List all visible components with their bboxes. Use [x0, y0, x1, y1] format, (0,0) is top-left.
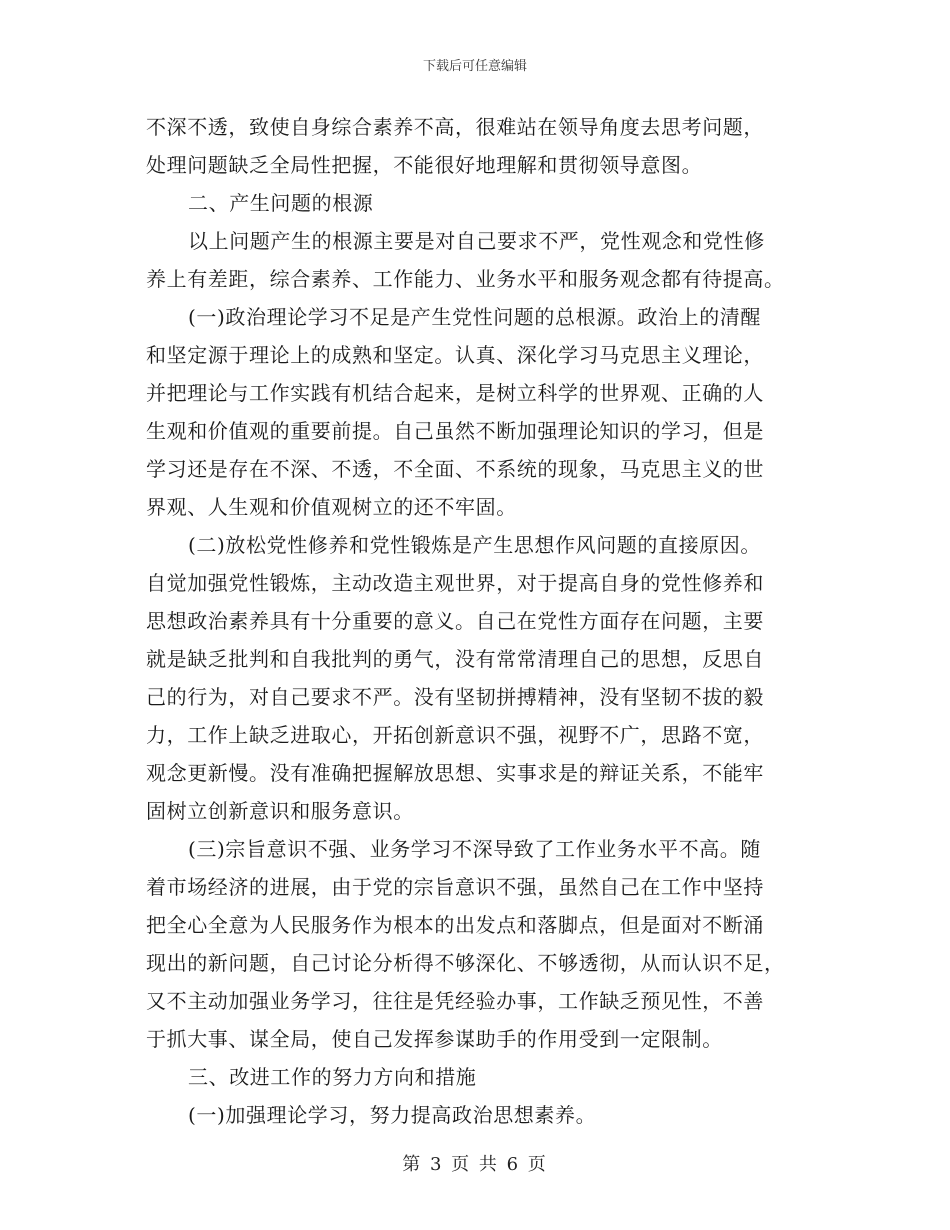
page-header: 下载后可任意编辑 [422, 59, 527, 74]
text-line: 观念更新慢。没有准确把握解放思想、实事求是的辩证关系，不能牢 [146, 761, 764, 785]
text-line: 以上问题产生的根源主要是对自己要求不严，党性观念和党性修 [188, 229, 765, 253]
text-line: 自觉加强党性锻炼，主动改造主观世界，对于提高自身的党性修养和 [146, 571, 764, 595]
text-line: 处理问题缺乏全局性把握，不能很好地理解和贯彻领导意图。 [146, 153, 703, 177]
text-line: 于抓大事、谋全局，使自己发挥参谋助手的作用受到一定限制。 [146, 1027, 723, 1051]
text-line: 三、改进工作的努力方向和措施 [188, 1065, 477, 1089]
text-line: 着市场经济的进展，由于党的宗旨意识不强，虽然自己在工作中坚持 [146, 875, 764, 899]
text-line: 己的行为，对自己要求不严。没有坚韧拼搏精神，没有坚韧不拔的毅 [146, 685, 764, 709]
text-line: 就是缺乏批判和自我批判的勇气，没有常常清理自己的思想，反思自 [146, 647, 764, 671]
text-line: 生观和价值观的重要前提。自己虽然不断加强理论知识的学习，但是 [146, 419, 764, 443]
text-line: 把全心全意为人民服务作为根本的出发点和落脚点，但是面对不断涌 [146, 913, 764, 937]
text-line: 又不主动加强业务学习，往往是凭经验办事，工作缺乏预见性，不善 [146, 989, 764, 1013]
text-line: (三)宗旨意识不强、业务学习不深导致了工作业务水平不高。随 [188, 837, 762, 861]
text-line: (一)加强理论学习，努力提高政治思想素养。 [188, 1103, 597, 1127]
text-line: 现出的新问题，自己讨论分析得不够深化、不够透彻，从而认识不足， [146, 951, 785, 975]
page-footer: 第 3 页 共 6 页 [402, 1154, 548, 1175]
text-line: (一)政治理论学习不足是产生党性问题的总根源。政治上的清醒 [188, 305, 762, 329]
text-line: 学习还是存在不深、不透，不全面、不系统的现象，马克思主义的世 [146, 457, 764, 481]
text-line: 固树立创新意识和服务意识。 [146, 799, 414, 823]
document-body [146, 108, 806, 1134]
text-line: 思想政治素养具有十分重要的意义。自己在党性方面存在问题，主要 [146, 609, 764, 633]
text-line: 力，工作上缺乏进取心，开拓创新意识不强，视野不广，思路不宽， [146, 723, 764, 747]
text-line: 界观、人生观和价值观树立的还不牢固。 [146, 495, 517, 519]
text-line: (二)放松党性修养和党性锻炼是产生思想作风问题的直接原因。 [188, 533, 762, 557]
text-line: 和坚定源于理论上的成熟和坚定。认真、深化学习马克思主义理论， [146, 343, 764, 367]
text-line: 并把理论与工作实践有机结合起来，是树立科学的世界观、正确的人 [146, 381, 764, 405]
text-line: 不深不透，致使自身综合素养不高，很难站在领导角度去思考问题， [146, 115, 764, 139]
text-line: 二、产生问题的根源 [188, 191, 374, 215]
text-line: 养上有差距，综合素养、工作能力、业务水平和服务观念都有待提高。 [146, 267, 785, 291]
